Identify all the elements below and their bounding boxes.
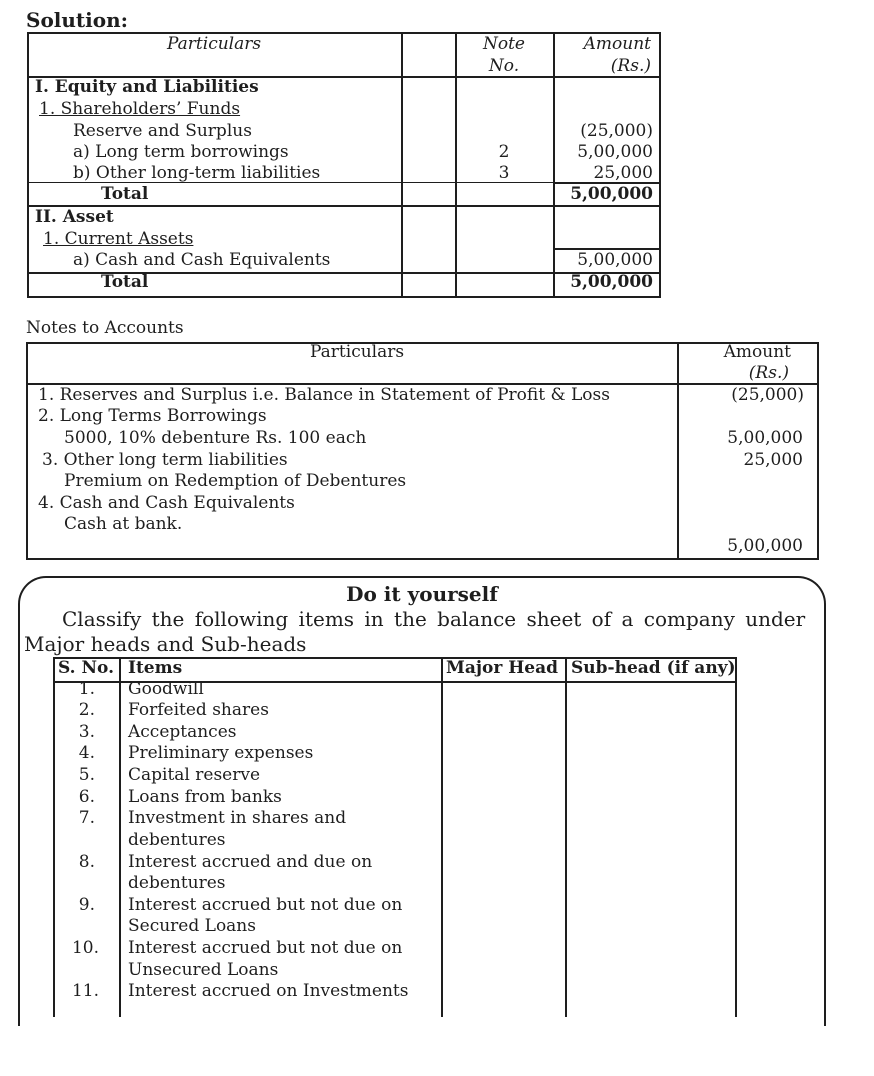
- item-text: Capital reserve: [128, 765, 261, 785]
- row-note: 3: [498, 163, 510, 183]
- item-text: Secured Loans: [128, 916, 256, 936]
- row-label: a) Cash and Cash Equivalents: [73, 250, 331, 270]
- section-title: II. Asset: [35, 207, 114, 227]
- item-text: Investment in shares and: [128, 808, 347, 828]
- column-divider: [119, 657, 121, 1017]
- row-label: b) Other long-term liabilities: [73, 163, 321, 183]
- header-amount: Amount: [723, 342, 791, 362]
- item-text: Forfeited shares: [128, 700, 269, 720]
- notes-title: Notes to Accounts: [26, 318, 184, 338]
- section-title: I. Equity and Liabilities: [35, 77, 259, 97]
- header-amount: Amount: [583, 34, 651, 54]
- item-number: 5.: [78, 765, 95, 785]
- item-text: Interest accrued but not due on: [128, 938, 403, 958]
- group-title: 1. Current Assets: [43, 229, 194, 249]
- item-text: Preliminary expenses: [128, 743, 314, 763]
- item-text: Interest accrued on Investments: [128, 981, 409, 1001]
- item-number: 11.: [71, 981, 99, 1001]
- exercise-table: [53, 657, 737, 1017]
- total-label: Total: [101, 272, 149, 292]
- header-particulars: Particulars: [310, 342, 405, 362]
- item-number: 9.: [78, 895, 95, 915]
- row-amount: 5,00,000: [577, 142, 653, 162]
- note-line: 3. Other long term liabilities: [42, 450, 288, 470]
- note-amount: 5,00,000: [727, 536, 803, 556]
- item-text: Goodwill: [128, 679, 204, 699]
- item-text: debentures: [128, 830, 226, 850]
- item-number: 2.: [78, 700, 95, 720]
- header-sno: S. No.: [58, 658, 115, 678]
- column-divider: [735, 657, 737, 1017]
- header-note: No.: [488, 56, 520, 76]
- item-text: Loans from banks: [128, 787, 282, 807]
- note-line: Premium on Redemption of Debentures: [64, 471, 407, 491]
- total-amount: 5,00,000: [570, 272, 653, 292]
- row-label: Reserve and Surplus: [73, 121, 252, 141]
- header-note: Note: [482, 34, 525, 54]
- instruction-text: Major heads and Sub-heads: [24, 632, 307, 656]
- instruction-text: Classify the following items in the balance sheet of a company under: [62, 607, 806, 631]
- row-amount: (25,000): [580, 121, 653, 141]
- notes-table: [26, 342, 819, 560]
- note-line: Cash at bank.: [64, 514, 183, 534]
- item-number: 1.: [78, 679, 95, 699]
- note-line: 2. Long Terms Borrowings: [38, 406, 267, 426]
- header-amount: (Rs.): [748, 363, 789, 383]
- balance-sheet-table: [27, 32, 661, 298]
- total-amount: 5,00,000: [570, 184, 653, 204]
- row-note: 2: [498, 142, 510, 162]
- column-divider: [565, 657, 567, 1017]
- note-line: 4. Cash and Cash Equivalents: [38, 493, 295, 513]
- note-amount: 5,00,000: [727, 428, 803, 448]
- column-divider: [441, 657, 443, 1017]
- note-line: 5000, 10% debenture Rs. 100 each: [64, 428, 367, 448]
- row-label: a) Long term borrowings: [73, 142, 289, 162]
- header-major-head: Major Head: [446, 658, 558, 678]
- group-title: 1. Shareholders’ Funds: [39, 99, 241, 119]
- column-divider: [401, 32, 403, 298]
- item-text: Interest accrued but not due on: [128, 895, 403, 915]
- row-amount: 25,000: [593, 163, 653, 183]
- row-amount: 5,00,000: [577, 250, 653, 270]
- item-number: 4.: [78, 743, 95, 763]
- header-sub-head: Sub-head (if any): [571, 658, 736, 678]
- header-particulars: Particulars: [167, 34, 262, 54]
- item-number: 10.: [71, 938, 99, 958]
- item-text: debentures: [128, 873, 226, 893]
- note-amount: 25,000: [743, 450, 803, 470]
- note-line: 1. Reserves and Surplus i.e. Balance in Statement of Profit & Loss: [38, 385, 610, 405]
- item-text: Unsecured Loans: [128, 960, 279, 980]
- item-text: Acceptances: [128, 722, 237, 742]
- total-label: Total: [101, 184, 149, 204]
- item-text: Interest accrued and due on: [128, 852, 373, 872]
- solution-heading: Solution:: [26, 8, 129, 32]
- header-amount: (Rs.): [610, 56, 651, 76]
- row-divider: [27, 205, 661, 207]
- item-number: 7.: [78, 808, 95, 828]
- header-items: Items: [128, 658, 183, 678]
- item-number: 8.: [78, 852, 95, 872]
- do-it-yourself-title: Do it yourself: [346, 582, 498, 606]
- item-number: 3.: [78, 722, 95, 742]
- note-amount: (25,000): [731, 385, 804, 405]
- item-number: 6.: [78, 787, 95, 807]
